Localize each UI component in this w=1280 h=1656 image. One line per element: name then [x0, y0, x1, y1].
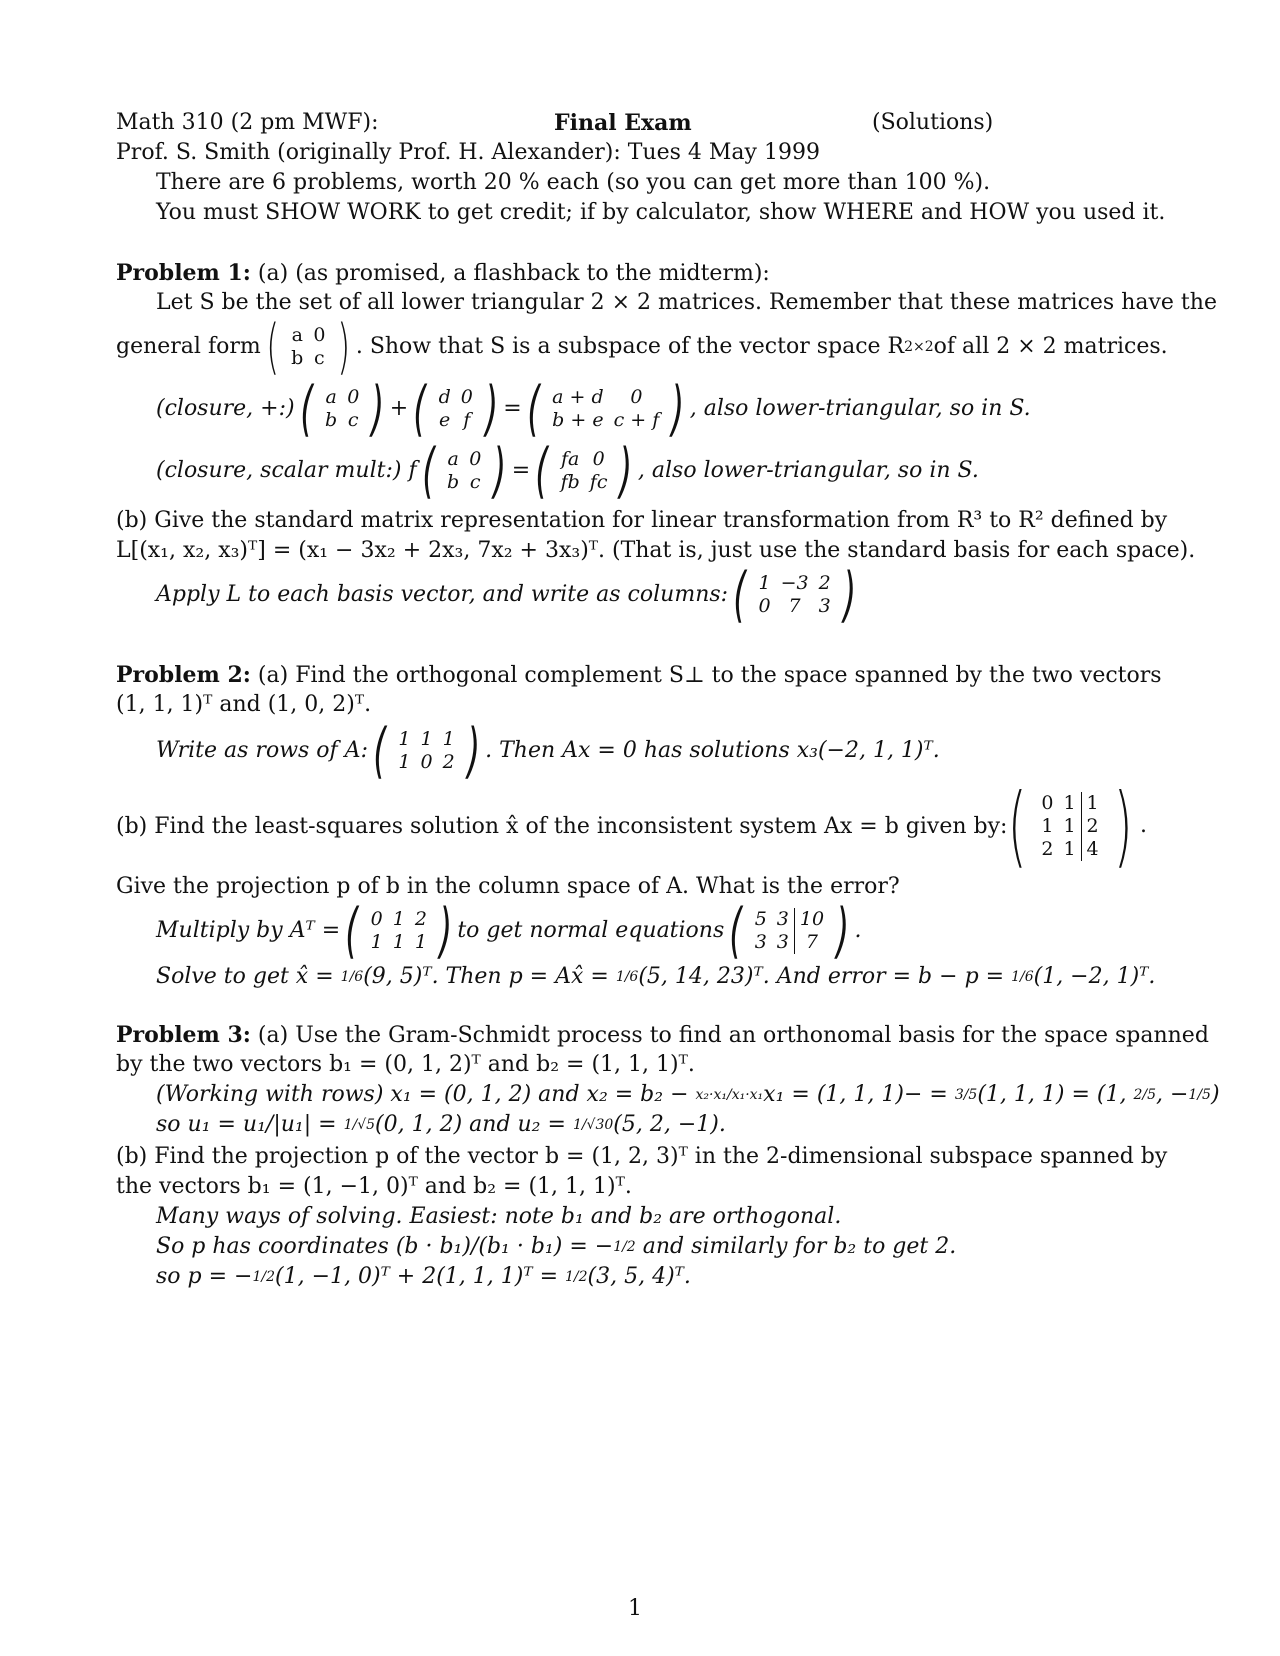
matrix-entry: 1: [398, 728, 411, 750]
closure-add-matrix-2: [408, 374, 503, 444]
solutions-tag: (Solutions): [872, 110, 994, 135]
problem2-part-b-text-2: Give the projection p of b in the column space of A. What is the error?: [116, 874, 900, 899]
matrix-grid: [286, 324, 330, 370]
period: .: [854, 918, 862, 943]
matrix-entry: 1: [1086, 791, 1099, 814]
matrix-entry: 4: [1086, 837, 1099, 860]
professor-line: Prof. S. Smith (originally Prof. H. Alexander): Tues 4 May 1999: [116, 140, 820, 165]
right-paren: ): [1113, 774, 1133, 877]
right-paren: ): [836, 896, 850, 966]
matrix-row: [320, 409, 364, 432]
matrix-row: [393, 751, 459, 774]
matrix-entry: 1: [420, 728, 433, 750]
problem3-heading: Problem 3:: [116, 1022, 251, 1048]
matrix-row: [754, 595, 836, 618]
fraction-one-over-root-five: 1/√5: [343, 1117, 376, 1133]
matrix-grid: [1036, 792, 1103, 861]
matrix-entry: b + e: [552, 409, 604, 431]
problem3-answer-2-line: [156, 1232, 956, 1262]
matrix-entry: 1: [1041, 814, 1054, 837]
left-paren: (: [373, 716, 387, 786]
problem2-heading: Problem 2:: [116, 662, 251, 688]
matrix-entry: 2: [1041, 837, 1054, 860]
matrix-row: [556, 448, 613, 471]
fraction-one-half: 1/2: [613, 1239, 636, 1255]
fraction-one-sixth: 1/6: [340, 969, 364, 985]
matrix-entry: 3: [818, 595, 831, 617]
matrix-entry: e: [439, 409, 451, 431]
matrix-grid: [366, 908, 432, 954]
matrix-entry: fa: [560, 448, 580, 470]
matrix-entry: 1: [1058, 838, 1081, 861]
matrix-entry: f: [463, 409, 471, 431]
right-paren: ): [439, 896, 453, 966]
general-form-tail: of all 2 × 2 matrices.: [933, 334, 1168, 359]
left-paren: (: [421, 436, 435, 506]
matrix-row: [286, 347, 330, 370]
page-number: 1: [628, 1596, 642, 1621]
matrix-entry: −3: [780, 572, 809, 594]
problem1-heading-line: [116, 258, 770, 289]
matrix-entry: 10: [799, 908, 825, 930]
matrix-entry: 0: [592, 448, 605, 470]
equals-sign: =: [511, 458, 531, 483]
matrix-entry: 3: [772, 931, 795, 954]
matrix-entry: b: [291, 347, 304, 369]
matrix-row: [366, 908, 432, 931]
matrix-row: [750, 931, 829, 954]
matrix-entry: 1: [398, 751, 411, 773]
matrix-entry: a: [447, 448, 459, 470]
solve-text-4: (1, −2, 1)ᵀ.: [1033, 964, 1156, 989]
right-paren: ): [466, 716, 480, 786]
plus-sign: +: [389, 396, 409, 421]
working-text-2: x₁ = (1, 1, 1)− =: [763, 1082, 948, 1107]
problem3-part-a-text-1: (a) Use the Gram-Schmidt process to find an orthonomal basis for the space spanned: [257, 1023, 1209, 1048]
matrix-row: [286, 324, 330, 347]
so-u-text-2: (0, 1, 2) and u₂ =: [375, 1112, 566, 1137]
matrix-entry: 7: [788, 595, 801, 617]
period: .: [1139, 813, 1147, 838]
problem1-part-a-text: Let S be the set of all lower triangular 2 × 2 matrices. Remember that these matrices have the: [156, 290, 1217, 315]
matrix-entry: 1: [414, 931, 427, 953]
equals-sign: =: [503, 396, 522, 421]
left-paren: (: [1007, 774, 1027, 877]
closure-add-tail: , also lower-triangular, so in S.: [689, 396, 1031, 421]
matrix-entry: c + f: [613, 409, 660, 431]
so-u-text-1: so u₁ = u₁/|u₁| =: [156, 1112, 337, 1137]
problem1-general-form-line: general form ( a 0 b c ) . Show that S is a subspace of the vector space R 2×2 of all 2 × 2 matrices.: [116, 312, 1168, 382]
problem3-answer-1: Many ways of solving. Easiest: note b₁ and b₂ are orthogonal.: [156, 1204, 842, 1229]
problem2-part-a-text-1: (a) Find the orthogonal complement S⊥ to the space spanned by the two vectors: [257, 663, 1162, 688]
matrix-row: [442, 471, 486, 494]
general-form-matrix: [261, 312, 356, 382]
closure-add-matrix-1: [295, 374, 390, 444]
answer-3-text-b: (1, −1, 0)ᵀ + 2(1, 1, 1)ᵀ =: [275, 1264, 559, 1289]
problem1-part-a-intro: (a) (as promised, a flashback to the midterm):: [257, 261, 770, 286]
answer-3-text-c: (3, 5, 4)ᵀ.: [587, 1264, 691, 1289]
matrix-entry: 3: [754, 931, 767, 953]
a-transpose-matrix: [340, 896, 457, 966]
matrix-row: [434, 386, 478, 409]
exam-title: Final Exam: [554, 110, 692, 136]
closure-add-line: [156, 374, 1031, 444]
solve-text-2: (9, 5)ᵀ. Then p = Ax̂ =: [363, 964, 609, 989]
matrix-entry: 0: [347, 386, 360, 408]
matrix-entry: b: [325, 409, 338, 431]
problem2-part-a-text-2: (1, 1, 1)ᵀ and (1, 0, 2)ᵀ.: [116, 692, 372, 717]
matrix-entry: 2: [414, 908, 427, 930]
left-paren: (: [265, 312, 279, 382]
matrix-entry: d: [438, 386, 451, 408]
so-u-text-3: (5, 2, −1).: [613, 1112, 726, 1137]
matrix-entry: c: [469, 471, 481, 493]
right-paren: ): [671, 374, 685, 444]
answer-3-text-a: so p = −: [156, 1264, 253, 1289]
matrix-grid: [434, 386, 478, 432]
fraction-one-sixth: 1/6: [1011, 969, 1034, 985]
matrix-entry: 0: [460, 386, 473, 408]
matrix-entry: c: [314, 347, 325, 369]
matrix-grid: [547, 386, 664, 432]
augmented-system: [1000, 774, 1147, 878]
left-paren: (: [299, 374, 313, 444]
solve-line: [156, 962, 1155, 992]
matrix-row: [547, 409, 664, 432]
left-paren: (: [526, 374, 540, 444]
matrix-entry: 0: [370, 908, 383, 930]
matrix-row: [750, 908, 829, 931]
general-form-text: . Show that S is a subspace of the vector space R: [355, 334, 905, 359]
working-text-3: (1, 1, 1) = (1,: [977, 1082, 1127, 1107]
closure-mult-line: [156, 436, 979, 506]
standard-matrix: [728, 560, 861, 630]
matrix-row: [442, 448, 486, 471]
matrix-entry: 1: [1058, 792, 1081, 815]
closure-mult-label: (closure, scalar mult:) f: [156, 458, 417, 483]
left-paren: (: [733, 560, 747, 630]
closure-add-result-matrix: [522, 374, 690, 444]
problem3-part-a-text-2: by the two vectors b₁ = (0, 1, 2)ᵀ and b₂ = (1, 1, 1)ᵀ.: [116, 1052, 695, 1077]
matrix-grid: [750, 908, 829, 954]
problem1-heading: Problem 1:: [116, 260, 251, 286]
problem1-part-b-answer-line: [156, 560, 861, 630]
matrix-entry: 0: [1041, 791, 1054, 814]
matrix-entry: 7: [805, 931, 819, 953]
normalized-vectors-line: [156, 1110, 726, 1140]
answer-2-text-a: So p has coordinates (b · b₁)/(b₁ · b₁) = −: [156, 1234, 614, 1259]
fraction-one-half: 1/2: [252, 1269, 275, 1285]
matrix-entry: fc: [589, 471, 608, 493]
working-text-5: ): [1210, 1082, 1220, 1107]
matrix-row: [556, 471, 613, 494]
matrix-grid: [754, 572, 836, 618]
matrix-row: [393, 728, 459, 751]
working-text-4: , −: [1156, 1082, 1189, 1107]
matrix-grid: [320, 386, 364, 432]
fraction-two-fifths: 2/5: [1133, 1087, 1156, 1103]
matrix-entry: b: [447, 471, 460, 493]
fraction-one-sixth: 1/6: [615, 969, 639, 985]
matrix-entry: 1: [758, 572, 771, 594]
rows-matrix-a: [368, 716, 485, 786]
closure-mult-result-matrix: [530, 436, 638, 506]
course-label: Math 310 (2 pm MWF):: [116, 110, 379, 135]
problem2-answer-pre: Write as rows of A:: [156, 738, 368, 763]
instructions-line-1: There are 6 problems, worth 20 % each (so you can get more than 100 %).: [156, 170, 991, 195]
matrix-entry: 2: [1086, 814, 1099, 837]
problem2-heading-line: [116, 660, 1162, 691]
normal-eq-label: to get normal equations: [457, 918, 725, 943]
solve-text-3: (5, 14, 23)ᵀ. And error = b − p =: [638, 964, 1005, 989]
problem2-answer-post: . Then Ax = 0 has solutions x₃(−2, 1, 1)ᵀ.: [485, 738, 940, 763]
matrix-entry: a: [291, 324, 303, 346]
right-paren: ): [493, 436, 507, 506]
augmented-matrix: [1000, 774, 1140, 877]
matrix-row: [754, 572, 836, 595]
matrix-entry: 2: [818, 572, 831, 594]
left-paren: (: [345, 896, 359, 966]
fraction-one-fifth: 1/5: [1188, 1087, 1211, 1103]
matrix-entry: 1: [1058, 815, 1081, 838]
matrix-row: [366, 931, 432, 954]
matrix-row: [434, 409, 478, 432]
closure-mult-tail: , also lower-triangular, so in S.: [637, 458, 979, 483]
gram-schmidt-working-line: [156, 1080, 1220, 1110]
problem3-part-b-text-1: (b) Find the projection p of the vector b = (1, 2, 3)ᵀ in the 2-dimensional subspace spanned by: [116, 1144, 1168, 1169]
right-paren: ): [337, 312, 351, 382]
solve-text-1: Solve to get x̂ =: [156, 964, 334, 989]
matrix-entry: 0: [313, 324, 326, 346]
matrix-grid: [393, 728, 459, 774]
matrix-entry: 5: [754, 908, 767, 930]
normal-equations-matrix: [724, 896, 854, 966]
matrix-entry: 2: [442, 751, 455, 773]
matrix-entry: 0: [758, 595, 771, 617]
matrix-entry: 1: [392, 908, 405, 930]
closure-mult-matrix: [417, 436, 512, 506]
fraction-three-fifths: 3/5: [954, 1087, 978, 1103]
working-text-1: (Working with rows) x₁ = (0, 1, 2) and x₂ = b₂ −: [156, 1082, 689, 1107]
problem2-part-b-text: (b) Find the least-squares solution x̂ of the inconsistent system Ax = b given by:: [116, 814, 1008, 839]
matrix-row: [1036, 815, 1103, 838]
left-paren: (: [413, 374, 427, 444]
problem2-part-a-answer-line: [156, 716, 940, 786]
matrix-entry: a: [325, 386, 337, 408]
problem1-part-b-text-1: (b) Give the standard matrix representation for linear transformation from R³ to R² defined by: [116, 508, 1168, 533]
instructions-line-2: You must SHOW WORK to get credit; if by calculator, show WHERE and HOW you used it.: [156, 200, 1166, 225]
problem3-part-b-text-2: the vectors b₁ = (1, −1, 0)ᵀ and b₂ = (1, 1, 1)ᵀ.: [116, 1174, 632, 1199]
problem3-answer-3-line: [156, 1262, 691, 1292]
right-paren: ): [842, 560, 856, 630]
left-paren: (: [535, 436, 549, 506]
matrix-entry: 1: [442, 728, 455, 750]
matrix-row: [320, 386, 364, 409]
matrix-entry: 0: [420, 751, 433, 773]
closure-add-label: (closure, +:): [156, 396, 295, 421]
matrix-entry: 0: [469, 448, 482, 470]
matrix-row: [1036, 792, 1103, 815]
matrix-entry: 1: [392, 931, 405, 953]
right-paren: ): [485, 374, 498, 444]
problem1-part-b-text-2: L[(x₁, x₂, x₃)ᵀ] = (x₁ − 3x₂ + 2x₃, 7x₂ + 3x₃)ᵀ. (That is, just use the standard basis for each space).: [116, 538, 1196, 563]
left-paren: (: [729, 896, 743, 966]
matrix-row: [1036, 838, 1103, 861]
right-paren: ): [619, 436, 633, 506]
problem3-heading-line: [116, 1020, 1209, 1051]
matrix-entry: 0: [630, 386, 643, 408]
general-form-label: general form: [116, 334, 261, 359]
matrix-row: [547, 386, 664, 409]
matrix-grid: [556, 448, 613, 494]
matrix-entry: 3: [772, 908, 795, 931]
projection-coefficient: x₂·x₁/x₁·x₁: [695, 1087, 764, 1103]
fraction-one-half: 1/2: [565, 1269, 588, 1285]
fraction-one-over-root-thirty: 1/√30: [572, 1117, 614, 1133]
matrix-entry: c: [347, 409, 359, 431]
matrix-entry: 1: [370, 931, 383, 953]
right-paren: ): [371, 374, 385, 444]
answer-2-text-b: and similarly for b₂ to get 2.: [642, 1234, 957, 1259]
problem1-part-b-answer: Apply L to each basis vector, and write as columns:: [156, 582, 729, 607]
normal-equations-line: [156, 896, 862, 966]
matrix-grid: [442, 448, 486, 494]
matrix-entry: fb: [560, 471, 580, 493]
multiply-label: Multiply by Aᵀ =: [156, 918, 341, 943]
matrix-entry: a + d: [552, 386, 604, 408]
